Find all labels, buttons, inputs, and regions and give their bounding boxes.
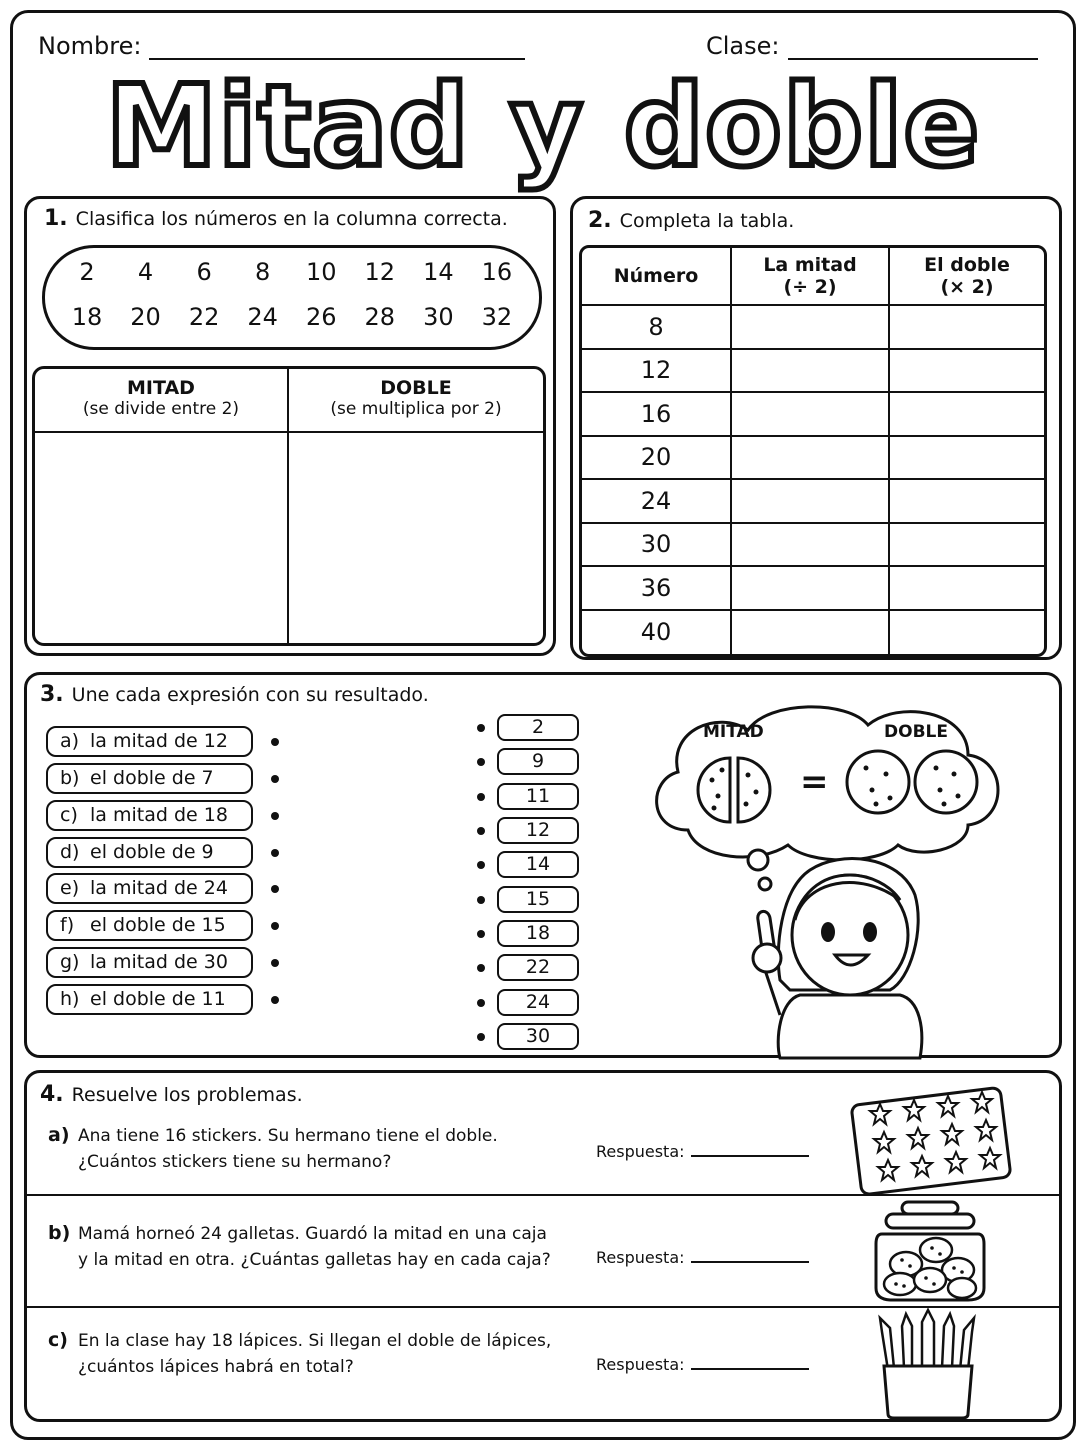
expression-letter: h) <box>60 988 80 1010</box>
section-2-instruction: Completa la tabla. <box>619 210 795 232</box>
class-line[interactable] <box>788 38 1038 60</box>
expression-letter: f) <box>60 914 75 936</box>
answer-c[interactable] <box>596 1355 809 1374</box>
section-1-heading <box>44 206 508 231</box>
half-answer-cell[interactable] <box>732 437 890 479</box>
header-half-op: (÷ 2) <box>783 276 837 298</box>
class-label: Clase: <box>706 32 780 60</box>
answer-label: Respuesta: <box>596 1355 685 1374</box>
answer-label: Respuesta: <box>596 1248 685 1267</box>
problem-line: ¿cuántos lápices habrá en total? <box>78 1357 354 1377</box>
half-answer-cell[interactable] <box>732 306 890 348</box>
expression-a[interactable] <box>46 726 253 757</box>
half-answer-cell[interactable] <box>732 393 890 435</box>
answer-a[interactable] <box>596 1142 809 1161</box>
divider <box>24 1306 1060 1308</box>
problem-line: Ana tiene 16 stickers. Su hermano tiene el doble. <box>78 1126 498 1146</box>
header-number: Número <box>582 248 732 304</box>
expression-dot[interactable] <box>271 996 279 1004</box>
problem-a <box>48 1122 498 1175</box>
result-dot[interactable] <box>477 724 485 732</box>
expression-text: la mitad de 12 <box>90 730 228 752</box>
row-number: 36 <box>582 567 732 609</box>
double-answer-cell[interactable] <box>890 524 1044 566</box>
name-field[interactable] <box>38 32 525 60</box>
expression-letter: b) <box>60 767 80 789</box>
table-row <box>582 567 1044 611</box>
double-answer-cell[interactable] <box>890 480 1044 522</box>
divider <box>24 1194 1060 1196</box>
double-answer-cell[interactable] <box>890 437 1044 479</box>
expression-letter: d) <box>60 841 80 863</box>
half-column-subtitle: (se divide entre 2) <box>82 399 240 419</box>
cloud-number: 32 <box>481 303 513 331</box>
section-2-heading <box>588 208 794 233</box>
expression-text: el doble de 9 <box>90 841 214 863</box>
expression-letter: e) <box>60 877 80 899</box>
problem-letter: a) <box>48 1124 70 1146</box>
class-field[interactable] <box>706 32 1038 60</box>
double-column-subtitle: (se multiplica por 2) <box>330 399 502 419</box>
problem-line: En la clase hay 18 lápices. Si llegan el doble de lápices, <box>78 1331 552 1351</box>
half-column-title: MITAD <box>127 377 195 399</box>
table-row <box>582 480 1044 524</box>
page-title: Mitad y doble <box>105 62 981 192</box>
table-row <box>582 350 1044 394</box>
number-row-1 <box>62 258 522 286</box>
double-answer-cell[interactable] <box>890 611 1044 655</box>
cloud-number: 20 <box>130 303 161 331</box>
number-row-2 <box>62 303 522 331</box>
cookie-jar-icon <box>872 1200 988 1302</box>
result-dot[interactable] <box>477 964 485 972</box>
section-3-heading <box>40 682 429 707</box>
girl-thinking-icon <box>720 840 960 1058</box>
half-answer-cell[interactable] <box>732 567 890 609</box>
problem-line: y la mitad en otra. ¿Cuántas galletas hay en cada caja? <box>78 1250 551 1270</box>
result-dot[interactable] <box>477 827 485 835</box>
cloud-number: 6 <box>196 258 212 286</box>
double-column[interactable] <box>289 369 543 643</box>
cloud-number: 22 <box>188 303 220 331</box>
bubble-half-label: MITAD <box>703 722 764 742</box>
cloud-number: 8 <box>255 258 271 286</box>
cloud-number: 2 <box>79 258 95 286</box>
answer-line[interactable] <box>691 1368 809 1370</box>
double-answer-cell[interactable] <box>890 350 1044 392</box>
section-4-number: 4. <box>40 1082 64 1107</box>
cloud-number: 26 <box>305 303 337 331</box>
half-column-header <box>35 369 287 433</box>
result-dot[interactable] <box>477 930 485 938</box>
expression-d[interactable] <box>46 837 253 868</box>
expression-dot[interactable] <box>271 775 279 783</box>
problem-c <box>48 1327 551 1380</box>
section-4-heading <box>40 1082 303 1107</box>
cloud-number: 28 <box>364 303 396 331</box>
table-row <box>582 611 1044 655</box>
name-label: Nombre: <box>38 32 142 60</box>
expression-c[interactable] <box>46 800 253 831</box>
row-number: 16 <box>582 393 732 435</box>
cloud-number: 18 <box>71 303 103 331</box>
expression-dot[interactable] <box>271 849 279 857</box>
result-dot[interactable] <box>477 758 485 766</box>
result-box[interactable]: 2 <box>497 714 579 741</box>
expression-dot[interactable] <box>271 812 279 820</box>
cloud-number: 12 <box>364 258 396 286</box>
section-1-instruction: Clasifica los números en la columna correcta. <box>75 208 508 230</box>
section-1-number: 1. <box>44 206 68 231</box>
result-dot[interactable] <box>477 1033 485 1041</box>
double-answer-cell[interactable] <box>890 393 1044 435</box>
table-header-row <box>582 248 1044 306</box>
expression-dot[interactable] <box>271 885 279 893</box>
section-3-number: 3. <box>40 682 64 707</box>
double-answer-cell[interactable] <box>890 306 1044 348</box>
result-box[interactable]: 11 <box>497 783 579 810</box>
cloud-number: 30 <box>423 303 454 331</box>
result-dot[interactable] <box>477 896 485 904</box>
expression-text: la mitad de 30 <box>90 951 228 973</box>
result-dot[interactable] <box>477 861 485 869</box>
problem-line: Mamá horneó 24 galletas. Guardó la mitad en una caja <box>78 1224 547 1244</box>
result-dot[interactable] <box>477 999 485 1007</box>
table-row <box>582 437 1044 481</box>
double-column-header <box>289 369 543 433</box>
expression-dot[interactable] <box>271 922 279 930</box>
half-answer-cell[interactable] <box>732 350 890 392</box>
problem-letter: c) <box>48 1329 68 1351</box>
expression-text: la mitad de 18 <box>90 804 228 826</box>
expression-text: el doble de 7 <box>90 767 214 789</box>
half-answer-cell[interactable] <box>732 524 890 566</box>
expression-dot[interactable] <box>271 738 279 746</box>
half-answer-cell[interactable] <box>732 611 890 655</box>
header-half <box>732 248 890 304</box>
result-box[interactable]: 22 <box>497 954 579 981</box>
cloud-number: 4 <box>137 258 154 286</box>
header-half-label: La mitad <box>763 254 857 276</box>
cloud-number: 24 <box>247 303 278 331</box>
result-box[interactable]: 24 <box>497 989 579 1016</box>
expression-f[interactable] <box>46 910 253 941</box>
problem-b <box>48 1220 551 1273</box>
section-3-instruction: Une cada expresión con su resultado. <box>71 684 429 706</box>
cloud-number: 14 <box>423 258 454 286</box>
name-line[interactable] <box>149 38 525 60</box>
answer-line[interactable] <box>691 1155 809 1157</box>
result-box[interactable]: 15 <box>497 886 579 913</box>
table-row <box>582 393 1044 437</box>
result-box[interactable]: 14 <box>497 851 579 878</box>
problem-line: ¿Cuántos stickers tiene su hermano? <box>78 1152 392 1172</box>
result-box[interactable]: 30 <box>497 1023 579 1050</box>
expression-text: el doble de 11 <box>90 988 226 1010</box>
result-dot[interactable] <box>477 793 485 801</box>
section-2-number: 2. <box>588 208 612 233</box>
row-number: 8 <box>582 306 732 348</box>
answer-label: Respuesta: <box>596 1142 685 1161</box>
row-number: 24 <box>582 480 732 522</box>
pencil-cup-icon <box>876 1310 980 1420</box>
expression-g[interactable] <box>46 947 253 978</box>
header-double-label: El doble <box>924 254 1010 276</box>
double-column-title: DOBLE <box>380 377 452 399</box>
result-box[interactable]: 9 <box>497 748 579 775</box>
answer-line[interactable] <box>691 1261 809 1263</box>
header-double <box>890 248 1044 304</box>
result-box[interactable]: 12 <box>497 817 579 844</box>
problem-letter: b) <box>48 1222 71 1244</box>
expression-h[interactable] <box>46 984 253 1015</box>
expression-dot[interactable] <box>271 959 279 967</box>
expression-letter: c) <box>60 804 78 826</box>
header-double-op: (× 2) <box>940 276 994 298</box>
half-answer-cell[interactable] <box>732 480 890 522</box>
expression-text: el doble de 15 <box>90 914 226 936</box>
double-answer-cell[interactable] <box>890 567 1044 609</box>
expression-b[interactable] <box>46 763 253 794</box>
bubble-equals: = <box>800 762 829 802</box>
expression-letter: a) <box>60 730 80 752</box>
row-number: 30 <box>582 524 732 566</box>
cloud-number: 10 <box>305 258 337 286</box>
star-stickers-icon <box>852 1086 1016 1190</box>
expression-e[interactable] <box>46 873 253 904</box>
cloud-number: 16 <box>481 258 513 286</box>
expression-letter: g) <box>60 951 80 973</box>
result-box[interactable]: 18 <box>497 920 579 947</box>
table-row <box>582 524 1044 568</box>
table-row <box>582 306 1044 350</box>
sort-table <box>32 366 546 646</box>
bubble-double-label: DOBLE <box>884 722 948 742</box>
row-number: 12 <box>582 350 732 392</box>
expression-text: la mitad de 24 <box>90 877 228 899</box>
answer-b[interactable] <box>596 1248 809 1267</box>
half-column[interactable] <box>35 369 289 643</box>
row-number: 20 <box>582 437 732 479</box>
row-number: 40 <box>582 611 732 655</box>
section-4-instruction: Resuelve los problemas. <box>71 1084 303 1106</box>
half-double-table <box>579 245 1047 657</box>
